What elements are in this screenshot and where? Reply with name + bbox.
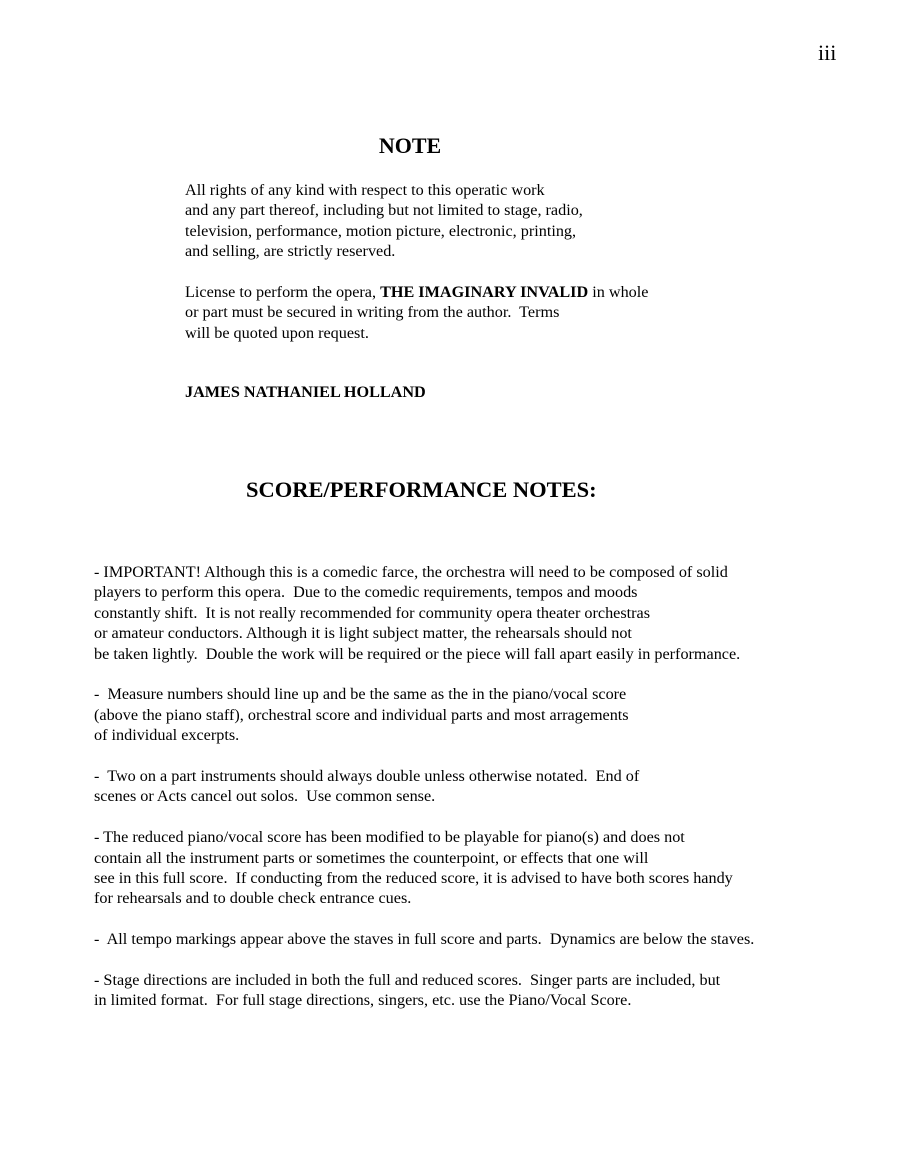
rights-line: and any part thereof, including but not limited to stage, radio, (185, 201, 583, 220)
score-note-line: constantly shift. It is not really recommended for community opera theater orchestras (94, 603, 651, 622)
license-paragraph (185, 282, 648, 343)
note-heading: NOTE (378, 133, 442, 158)
rights-line: and selling, are strictly reserved. (185, 242, 396, 261)
rights-paragraph (185, 180, 583, 262)
score-note-line: - Measure numbers should line up and be the same as the in the piano/vocal score (94, 685, 627, 704)
license-line: or part must be secured in writing from the author. Terms (185, 303, 560, 322)
score-note-line: - Stage directions are included in both the full and reduced scores. Singer parts are included, but (94, 971, 721, 990)
score-note-line: be taken lightly. Double the work will be required or the piece will fall apart easily in performance. (94, 644, 741, 663)
score-note-line: - Two on a part instruments should always double unless otherwise notated. End of (94, 767, 640, 786)
score-note-item (94, 684, 874, 745)
score-note-item (94, 562, 874, 664)
rights-line: television, performance, motion picture, electronic, printing, (185, 221, 577, 240)
score-note-item (94, 827, 874, 909)
page-number: iii (818, 40, 837, 65)
score-note-line: of individual excerpts. (94, 726, 240, 745)
license-line: will be quoted upon request. (185, 323, 369, 342)
score-note-line: (above the piano staff), orchestral score and individual parts and most arragements (94, 705, 629, 724)
score-note-item (94, 970, 874, 1011)
score-note-item (94, 929, 874, 949)
score-note-line: players to perform this opera. Due to the comedic requirements, tempos and moods (94, 583, 638, 602)
score-note-line: - The reduced piano/vocal score has been modified to be playable for piano(s) and does not (94, 828, 685, 847)
score-notes-list (94, 562, 874, 1031)
score-note-line: or amateur conductors. Although it is light subject matter, the rehearsals should not (94, 624, 632, 643)
score-note-line: scenes or Acts cancel out solos. Use common sense. (94, 787, 436, 806)
license-text: in whole (588, 283, 649, 301)
score-note-line: contain all the instrument parts or sometimes the counterpoint, or effects that one will (94, 848, 649, 867)
score-note-line: for rehearsals and to double check entrance cues. (94, 889, 412, 908)
author-name: JAMES NATHANIEL HOLLAND (185, 383, 426, 401)
rights-line: All rights of any kind with respect to this operatic work (185, 181, 545, 199)
score-note-line: - All tempo markings appear above the staves in full score and parts. Dynamics are below the staves. (94, 930, 755, 949)
score-note-line: - IMPORTANT! Although this is a comedic farce, the orchestra will need to be composed of solid (94, 563, 728, 581)
score-notes-heading: SCORE/PERFORMANCE NOTES: (246, 477, 597, 502)
score-note-line: in limited format. For full stage directions, singers, etc. use the Piano/Vocal Score. (94, 991, 632, 1010)
opera-title: THE IMAGINARY INVALID (380, 283, 589, 301)
score-note-line: see in this full score. If conducting from the reduced score, it is advised to have both scores handy (94, 869, 733, 888)
score-note-item (94, 766, 874, 807)
license-text: License to perform the opera, (185, 283, 381, 301)
license-line (185, 282, 648, 302)
